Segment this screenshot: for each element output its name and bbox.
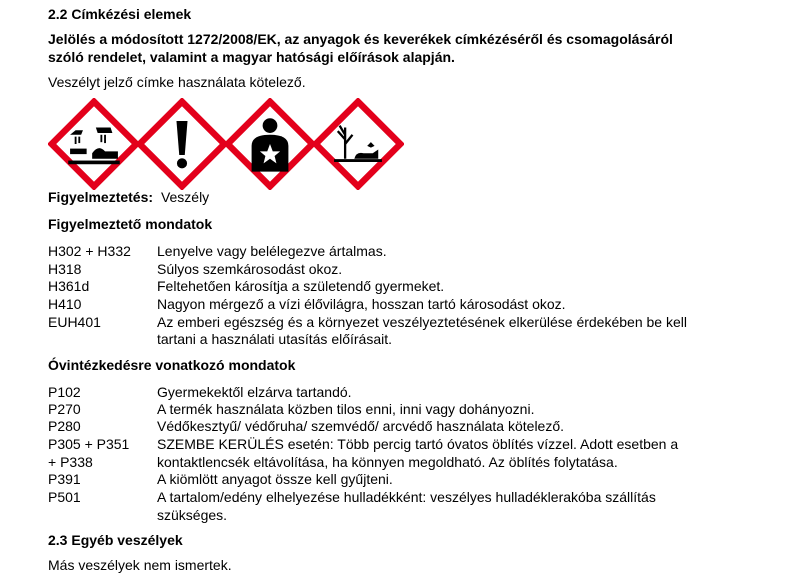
hazard-text-continuation: tartani a használati utasítás előírásait. — [157, 331, 393, 347]
signal-word-value: Veszély — [160, 189, 210, 205]
section-heading-2-2: 2.2 Címkézési elemek — [48, 6, 192, 22]
regulation-intro-line-2: szóló rendelet, valamint a magyar hatósági előírások alapján. — [48, 49, 455, 65]
regulation-intro-line-1: Jelölés a módosított 1272/2008/EK, az anyagok és keverékek címkézéséről és csomagolásáról — [48, 31, 673, 47]
precaution-code: P501 — [48, 489, 81, 505]
precaution-code: P280 — [48, 418, 81, 434]
hazard-code: H302 + H332 — [48, 243, 131, 259]
precaution-code: P305 + P351 — [48, 436, 130, 452]
corrosion-pictogram-icon — [48, 98, 140, 190]
hazard-code: H318 — [48, 261, 82, 277]
other-hazards-text: Más veszélyek nem ismertek. — [48, 557, 232, 573]
precaution-text: A termék használata közben tilos enni, inni vagy dohányozni. — [157, 401, 535, 417]
hazard-statements-heading: Figyelmeztető mondatok — [48, 216, 213, 232]
hazard-code: H410 — [48, 296, 82, 312]
precaution-text-continuation: szükséges. — [157, 507, 228, 523]
health-hazard-pictogram-icon — [224, 98, 316, 190]
hazard-code: H361d — [48, 278, 90, 294]
hazard-text: Az emberi egészség és a környezet veszélyeztetésének elkerülése érdekében be kell — [157, 314, 687, 330]
hazard-text: Súlyos szemkárosodást okoz. — [157, 261, 343, 277]
precaution-code: P270 — [48, 401, 81, 417]
precaution-text: A tartalom/edény elhelyezése hulladékként: veszélyes hulladéklerakóba szállítás — [157, 489, 656, 505]
precaution-text: Védőkesztyű/ védőruha/ szemvédő/ arcvédő használata kötelező. — [157, 418, 565, 434]
hazard-text: Feltehetően károsítja a születendő gyermeket. — [157, 278, 445, 294]
hazard-text: Nagyon mérgező a vízi élővilágra, hosszan tartó károsodást okoz. — [157, 296, 566, 312]
environment-pictogram-icon — [312, 98, 404, 190]
precaution-text: Gyermekektől elzárva tartandó. — [157, 384, 352, 400]
precautionary-statements-heading: Óvintézkedésre vonatkozó mondatok — [48, 357, 296, 373]
precaution-code: P391 — [48, 471, 81, 487]
hazard-text: Lenyelve vagy belélegezve ártalmas. — [157, 243, 387, 259]
precaution-code: P102 — [48, 384, 81, 400]
signal-word-row — [48, 189, 209, 205]
exclamation-mark-pictogram-icon — [136, 98, 228, 190]
precaution-text: A kiömlött anyagot össze kell gyűjteni. — [157, 471, 393, 487]
precaution-text: SZEMBE KERÜLÉS esetén: Több percig tartó óvatos öblítés vízzel. Adott esetben a — [157, 436, 679, 452]
label-required-text: Veszélyt jelző címke használata kötelező. — [48, 74, 306, 90]
precaution-code-continuation: + P338 — [48, 454, 93, 470]
signal-word-label: Figyelmeztetés: — [48, 189, 154, 205]
hazard-code: EUH401 — [48, 314, 101, 330]
precaution-text-continuation: kontaktlencsék eltávolítása, ha könnyen megoldható. Az öblítés folytatása. — [157, 454, 618, 470]
section-heading-2-3: 2.3 Egyéb veszélyek — [48, 532, 183, 548]
